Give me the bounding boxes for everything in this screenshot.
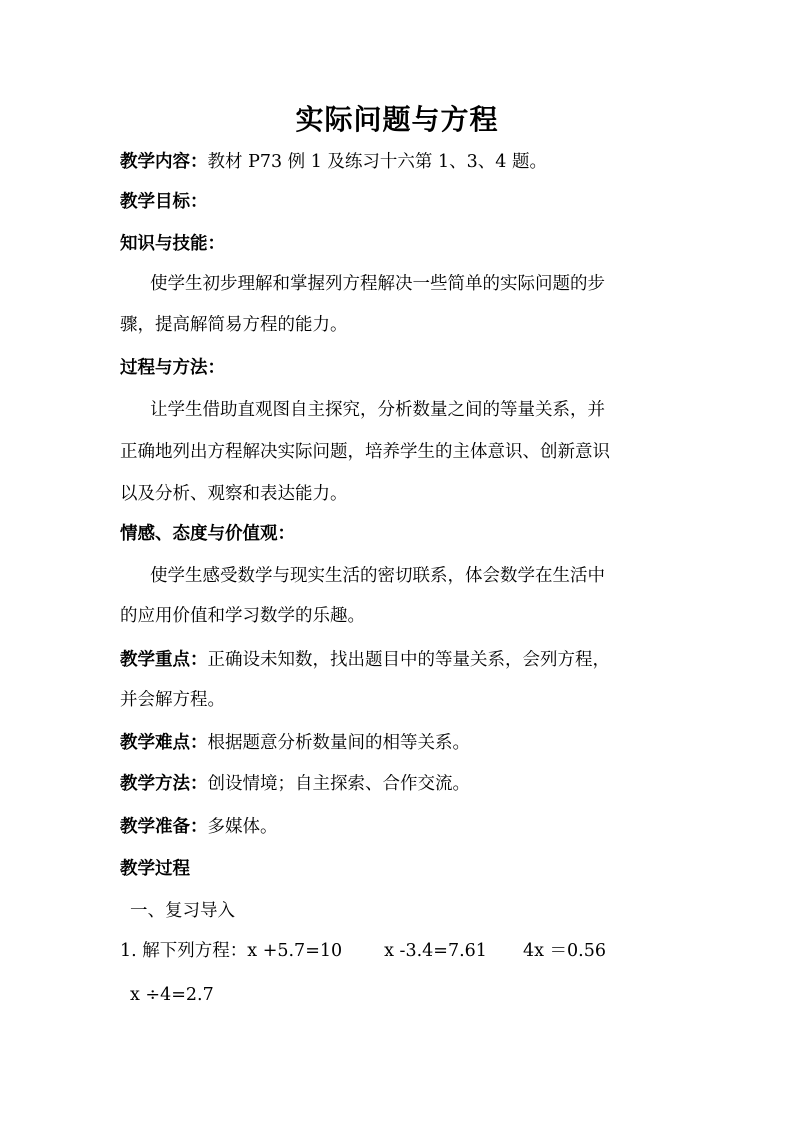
difficulty-row <box>120 731 470 755</box>
exercise-row <box>120 939 606 963</box>
method-row <box>120 772 470 796</box>
process-line: 让学生借助直观图自主探究，分析数量之间的等量关系，并 <box>150 400 605 420</box>
key-point-line: 并会解方程。 <box>120 690 225 710</box>
goals-heading: 教学目标： <box>120 192 208 212</box>
preparation-text: 多媒体。 <box>207 817 278 837</box>
knowledge-heading: 知识与技能： <box>120 234 225 254</box>
content-text: 教材 P73 例 1 及练习十六第 1、3、4 题。 <box>207 152 547 172</box>
section-heading: 一、复习导入 <box>130 901 235 921</box>
key-point-label: 教学重点： <box>120 650 208 670</box>
equation: 4x ＝0.56 <box>522 941 606 961</box>
process-heading: 过程与方法： <box>120 358 225 378</box>
exercise-prefix: 1. 解下列方程： <box>120 941 248 961</box>
key-point-text: 正确设未知数，找出题目中的等量关系，会列方程， <box>207 650 610 670</box>
emotion-line: 的应用价值和学习数学的乐趣。 <box>120 606 365 626</box>
page-title: 实际问题与方程 <box>295 103 499 136</box>
preparation-label: 教学准备： <box>120 817 208 837</box>
emotion-heading: 情感、态度与价值观： <box>120 524 295 544</box>
equation: x -3.4=7.61 <box>384 941 487 961</box>
procedure-heading: 教学过程 <box>120 859 190 879</box>
content-row <box>120 150 547 174</box>
difficulty-label: 教学难点： <box>120 733 208 753</box>
content-label: 教学内容： <box>120 152 208 172</box>
knowledge-line: 使学生初步理解和掌握列方程解决一些简单的实际问题的步 <box>150 274 605 294</box>
equation: x ÷4=2.7 <box>130 985 214 1005</box>
process-line: 以及分析、观察和表达能力。 <box>120 484 348 504</box>
method-label: 教学方法： <box>120 774 208 794</box>
key-point-row <box>120 648 610 672</box>
method-text: 创设情境；自主探索、合作交流。 <box>207 774 470 794</box>
process-line: 正确地列出方程解决实际问题，培养学生的主体意识、创新意识 <box>120 442 610 462</box>
emotion-line: 使学生感受数学与现实生活的密切联系，体会数学在生活中 <box>150 566 605 586</box>
preparation-row <box>120 815 278 839</box>
knowledge-line: 骤，提高解简易方程的能力。 <box>120 315 348 335</box>
difficulty-text: 根据题意分析数量间的相等关系。 <box>207 733 470 753</box>
equation: x +5.7=10 <box>247 941 343 961</box>
